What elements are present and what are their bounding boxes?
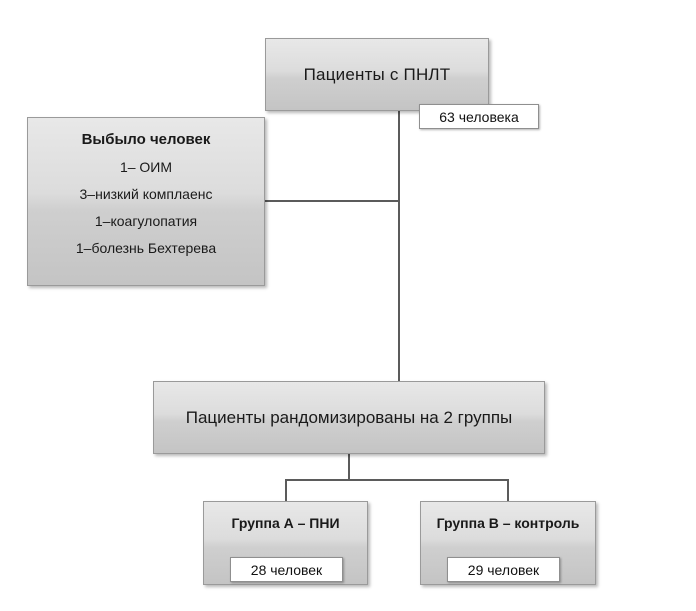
callout-group-a-count-label: 28 человек xyxy=(250,561,323,578)
connector-split-bar xyxy=(285,479,508,481)
node-group-b-label: Группа B – контроль xyxy=(436,515,580,531)
dropout-reason-item: 1– ОИМ xyxy=(119,159,173,175)
node-randomization-label: Пациенты рандомизированы на 2 группы xyxy=(185,407,513,427)
callout-group-b-count xyxy=(447,557,560,582)
node-randomization xyxy=(153,381,545,454)
connector-dropout-to-trunk xyxy=(263,200,400,202)
connector-random-stem xyxy=(348,454,350,481)
node-group-a-label: Группа А – ПНИ xyxy=(231,515,340,531)
callout-total-count xyxy=(419,104,539,129)
callout-total-count-label: 63 человека xyxy=(439,108,519,125)
node-dropouts-heading: Выбыло человек xyxy=(81,131,211,148)
node-dropouts xyxy=(27,117,265,286)
dropout-reason-item: 3–низкий комплаенс xyxy=(79,186,213,202)
node-patients-pnlt-label: Пациенты с ПНЛТ xyxy=(303,64,451,84)
connector-top-to-random xyxy=(398,111,400,381)
dropout-reason-item: 1–болезнь Бехтерева xyxy=(75,240,217,256)
callout-group-b-count-label: 29 человек xyxy=(467,561,540,578)
node-patients-pnlt xyxy=(265,38,489,111)
dropout-reason-item: 1–коагулопатия xyxy=(94,213,198,229)
callout-group-a-count xyxy=(230,557,343,582)
connector-branch-group-b xyxy=(507,479,509,501)
connector-branch-group-a xyxy=(285,479,287,501)
